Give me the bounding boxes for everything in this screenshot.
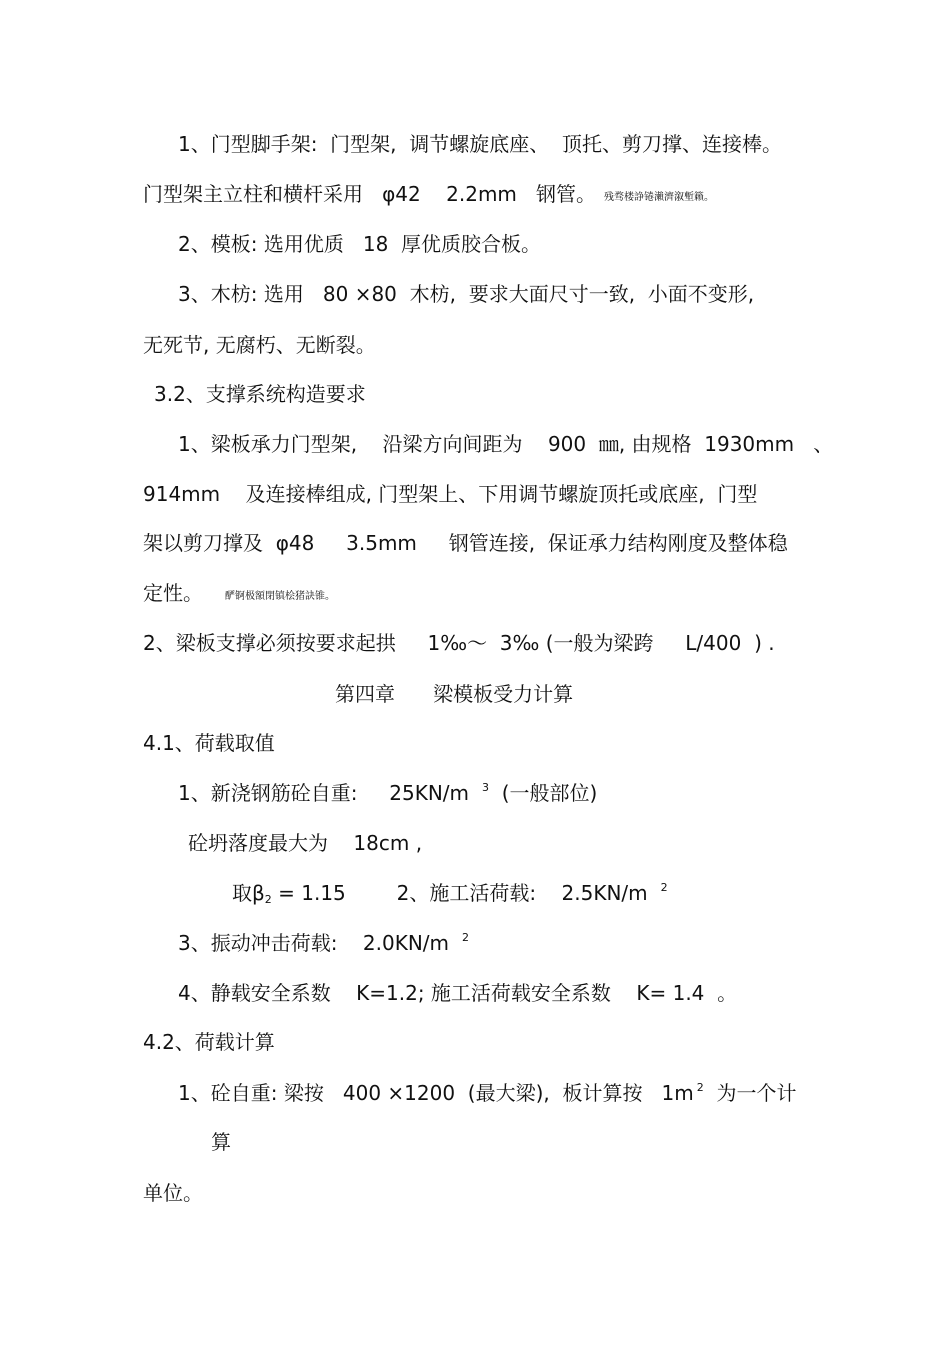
text-span: (一般部位)	[489, 781, 598, 805]
text-span: 1、砼自重: 梁按 400 ×1200 (最大梁), 板计算按 1m	[178, 1081, 694, 1105]
text-span: 门型架主立柱和横杆采用 φ42 2.2mm 钢管。	[143, 182, 596, 206]
text-line: 2、梁板支撑必须按要求起拱 1‰～ 3‰ (一般为梁跨 L/400 ) .	[143, 631, 775, 655]
superscript: 2	[660, 881, 668, 894]
small-text: 残骛楼諍锩瀨濟溆塹籟。	[604, 192, 714, 203]
text-span: 为一个计	[703, 1081, 797, 1105]
superscript: 3	[482, 781, 489, 794]
subscript: 2	[264, 893, 272, 906]
section-heading: 3.2、支撑系统构造要求	[154, 382, 366, 406]
text-line	[178, 930, 469, 956]
text-line: 2、模板: 选用优质 18 厚优质胶合板。	[178, 232, 542, 256]
section-heading: 4.1、荷载取值	[143, 731, 275, 755]
superscript: 2	[696, 1081, 704, 1094]
text-line: 1、梁板承力门型架, 沿梁方向间距为 900 ㎜, 由规格 1930mm 、	[178, 432, 834, 456]
text-line: 无死节, 无腐朽、无断裂。	[143, 333, 376, 357]
text-line	[143, 181, 714, 211]
text-line	[178, 1080, 796, 1106]
text-line: 砼坍落度最大为 18cm ,	[188, 831, 423, 855]
text-line: 4、静载安全系数 K=1.2; 施工活荷载安全系数 K= 1.4 。	[178, 981, 738, 1005]
superscript: 2	[462, 931, 469, 944]
text-span: 定性。	[143, 581, 203, 605]
text-line: 1、门型脚手架: 门型架, 调节螺旋底座、 顶托、剪刀撑、连接棒。	[178, 132, 782, 156]
text-line	[232, 880, 668, 906]
text-span: 1、新浇钢筋砼自重: 25KN/m	[178, 781, 469, 805]
text-span: 3、振动冲击荷载: 2.0KN/m	[178, 931, 449, 955]
text-line	[178, 780, 597, 806]
text-line: 算	[211, 1130, 231, 1154]
text-line: 914mm 及连接棒组成, 门型架上、下用调节螺旋顶托或底座, 门型	[143, 482, 758, 506]
text-span: = 1.15 2、施工活荷载: 2.5KN/m	[271, 881, 648, 905]
text-span: 取β	[232, 881, 265, 905]
text-line: 架以剪刀撑及 φ48 3.5mm 钢管连接, 保证承力结构刚度及整体稳	[143, 531, 788, 555]
chapter-title: 第四章 梁模板受力计算	[335, 682, 574, 706]
section-heading: 4.2、荷载计算	[143, 1030, 275, 1054]
text-line	[143, 580, 335, 610]
small-text: 酽锕极額閉镇桧猪訣锥。	[225, 591, 335, 602]
text-line: 单位。	[143, 1181, 203, 1205]
text-line: 3、木枋: 选用 80 ×80 木枋, 要求大面尺寸一致, 小面不变形,	[178, 282, 755, 306]
